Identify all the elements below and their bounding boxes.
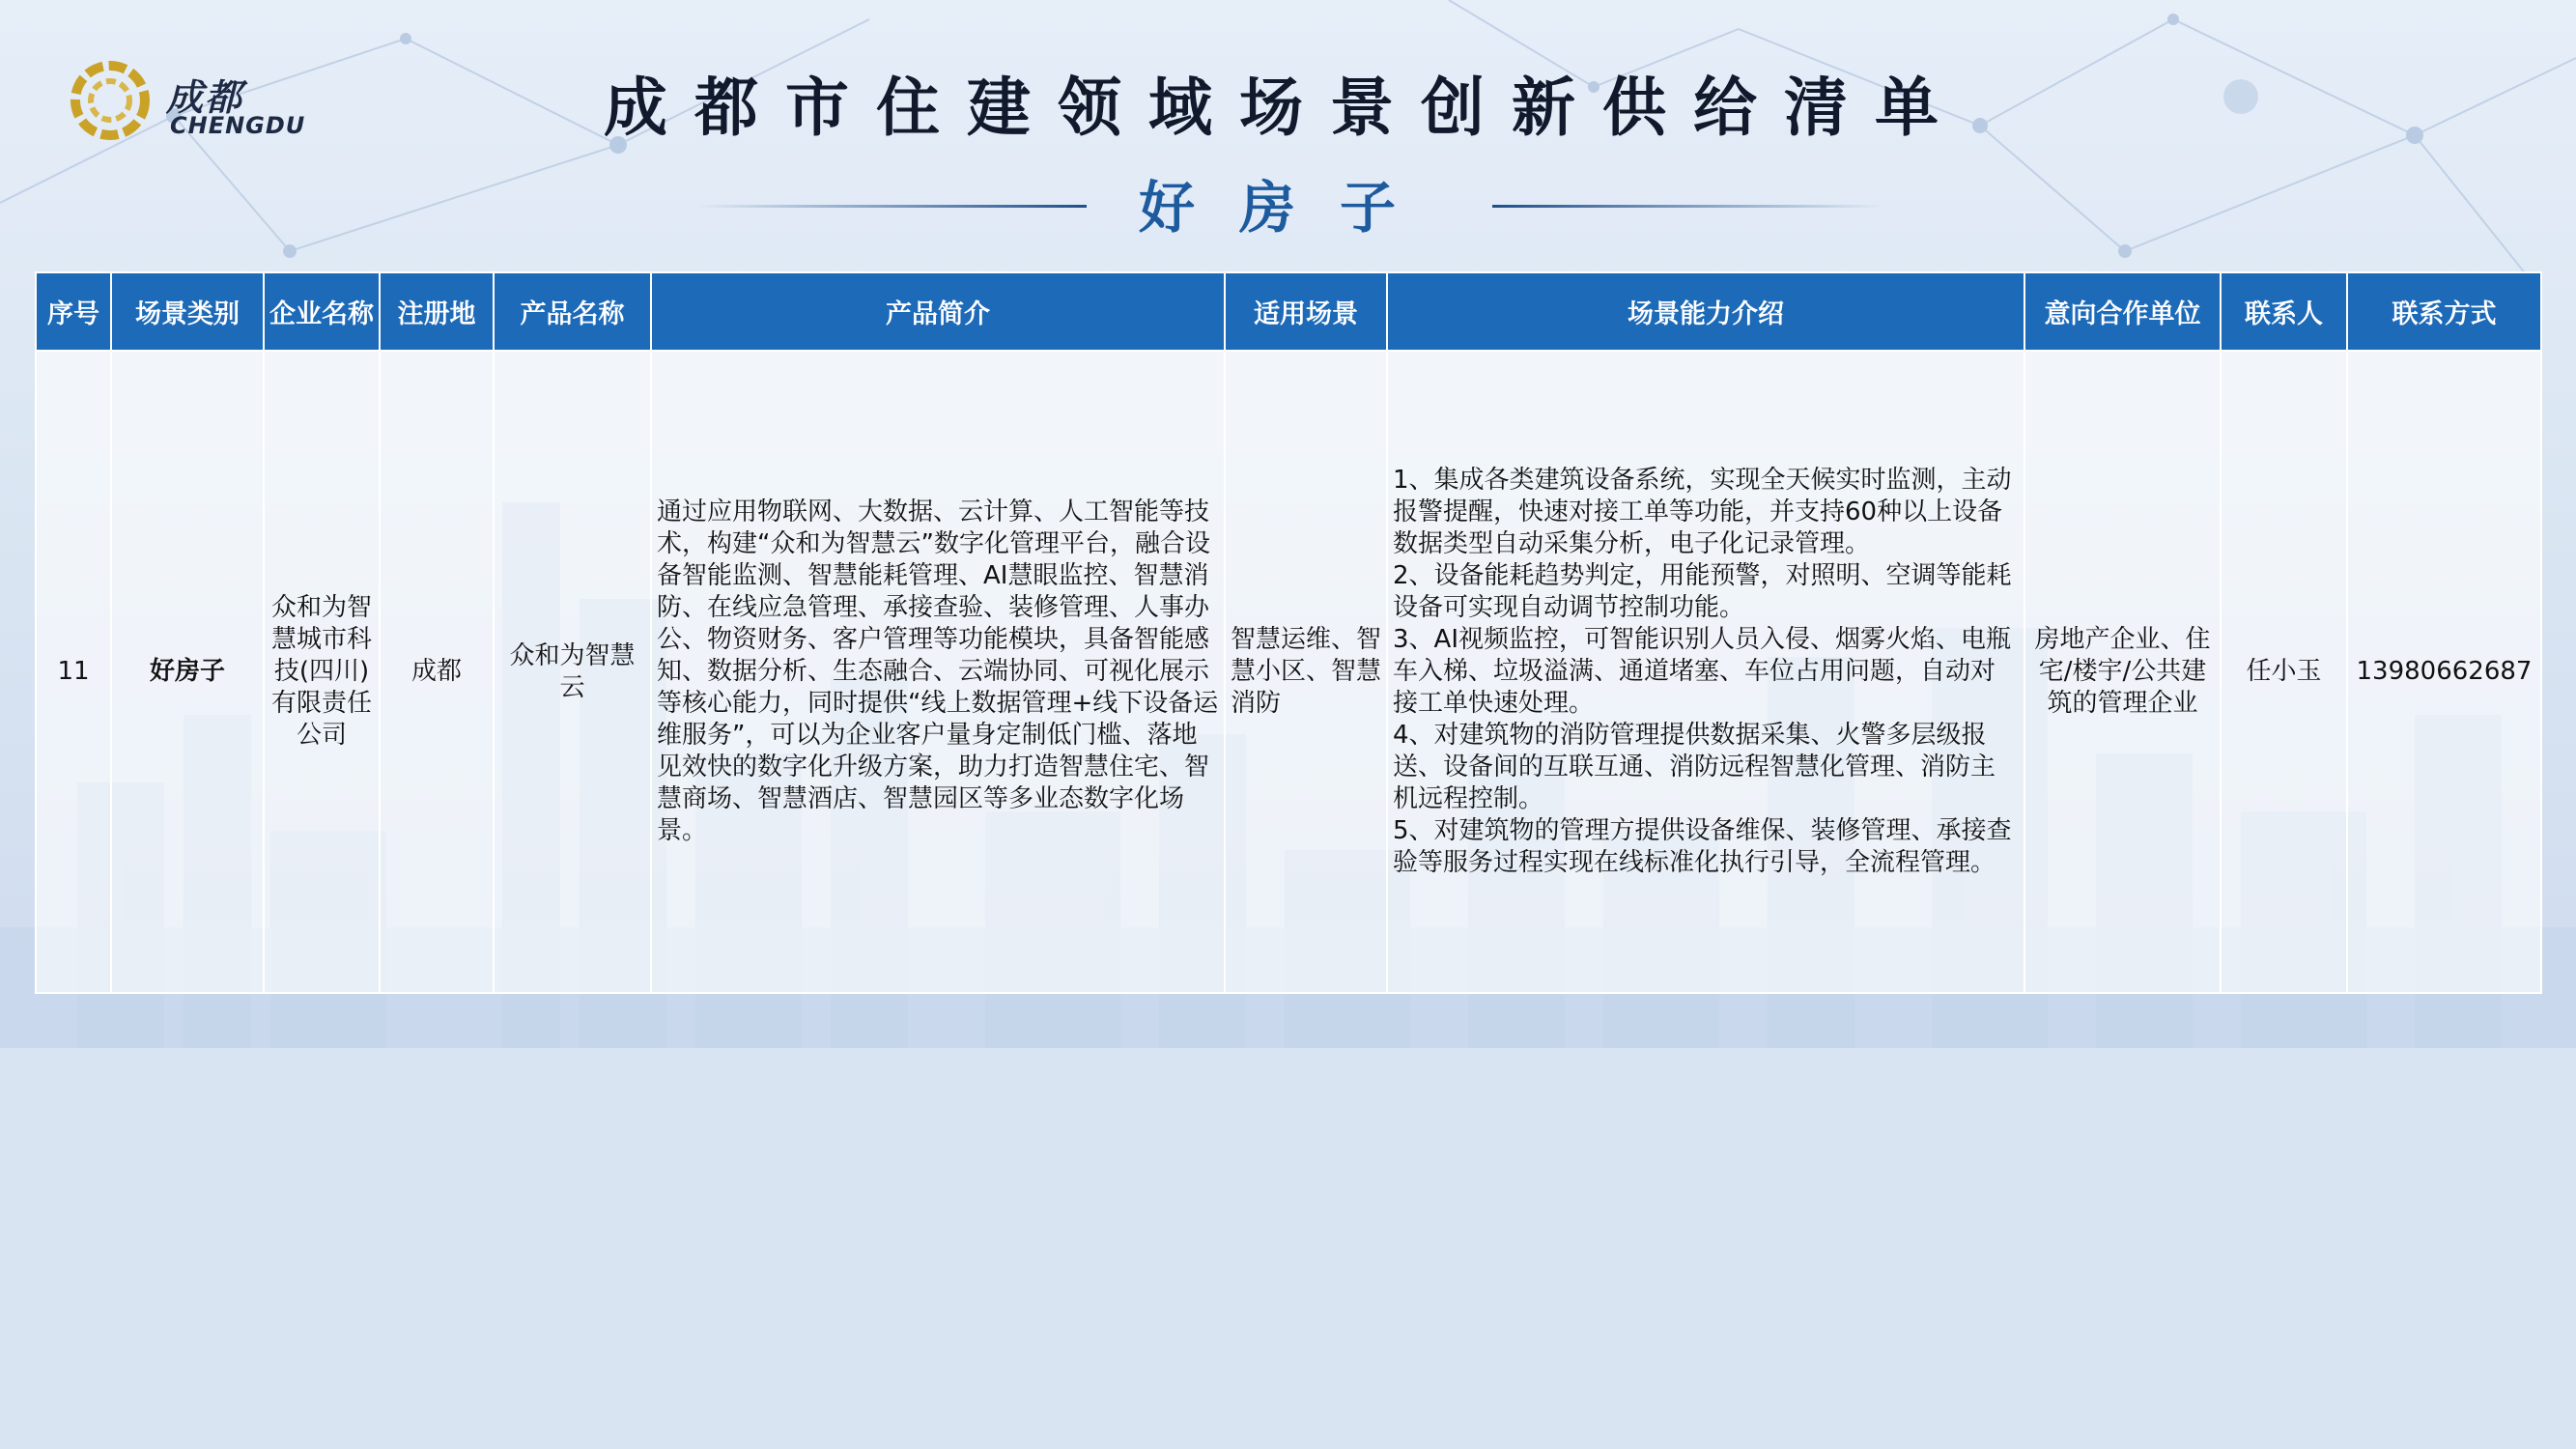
header-category: 场景类别 [111,272,264,351]
cell-intro: 通过应用物联网、大数据、云计算、人工智能等技术，构建“众和为智慧云”数字化管理平台，融合设备智能监测、智慧能耗管理、AI慧眼监控、智慧消防、在线应急管理、承接查验、装修管理、人事办公、物资财务、客户管理等功能模块，具备智能感知、数据分析、生态融合、云端协同、可视化展示等核心能力，同时提供“线上数据管理+线下设备运维服务”，可以为企业客户量身定制低门槛、落地见效快的数字化升级方案，助力打造智慧住宅、智慧商场、智慧酒店、智慧园区等多业态数字化场景。 [651,351,1225,993]
header-product: 产品名称 [494,272,651,351]
header-scenarios: 适用场景 [1225,272,1387,351]
cell-contact: 任小玉 [2221,351,2347,993]
header-contact: 联系人 [2221,272,2347,351]
page-subtitle: 好房子 [1138,175,1440,241]
page-title: 成都市住建领域场景创新供给清单 [604,71,1966,145]
cell-scenarios: 智慧运维、智慧小区、智慧消防 [1225,351,1387,993]
table-header-row [36,272,2541,351]
chengdu-logo [70,60,321,156]
subtitle-divider-left [695,205,1087,208]
capability-item: 5、对建筑物的管理方提供设备维保、装修管理、承接查验等服务过程实现在线标准化执行引导，全流程管理。 [1393,816,2012,877]
capability-item: 3、AI视频监控，可智能识别人员入侵、烟雾火焰、电瓶车入梯、垃圾溢满、通道堵塞、车位占用问题，自动对接工单快速处理。 [1393,625,2011,718]
header-intro: 产品简介 [651,272,1225,351]
cell-capabilities [1387,351,2024,993]
header-phone: 联系方式 [2347,272,2541,351]
cell-company: 众和为智慧城市科技(四川)有限责任公司 [264,351,380,993]
supply-list-table [35,271,2542,994]
header-company: 企业名称 [264,272,380,351]
table-row [36,351,2541,993]
logo-text-en: CHENGDU [170,112,306,139]
cell-location: 成都 [380,351,494,993]
header-partners: 意向合作单位 [2024,272,2221,351]
subtitle-divider-right [1492,205,1883,208]
cell-partners: 房地产企业、住宅/楼宇/公共建筑的管理企业 [2024,351,2221,993]
header-index: 序号 [36,272,111,351]
capability-item: 1、集成各类建筑设备系统，实现全天候实时监测，主动报警提醒，快速对接工单等功能，并支持60种以上设备数据类型自动采集分析，电子化记录管理。 [1393,466,2012,558]
capability-item: 4、对建筑物的消防管理提供数据采集、火警多层级报送、设备间的互联互通、消防远程智慧化管理、消防主机远程控制。 [1393,721,1996,813]
cell-phone: 13980662687 [2347,351,2541,993]
capability-item: 2、设备能耗趋势判定，用能预警，对照明、空调等能耗设备可实现自动调节控制功能。 [1393,561,2012,622]
subtitle-block [695,162,1883,240]
header-capabilities: 场景能力介绍 [1387,272,2024,351]
logo-text-cn: 成都 [166,76,244,119]
header-location: 注册地 [380,272,494,351]
cell-category: 好房子 [111,351,264,993]
cell-product: 众和为智慧云 [494,351,651,993]
cell-index: 11 [36,351,111,993]
logo-ring-icon [70,60,151,141]
